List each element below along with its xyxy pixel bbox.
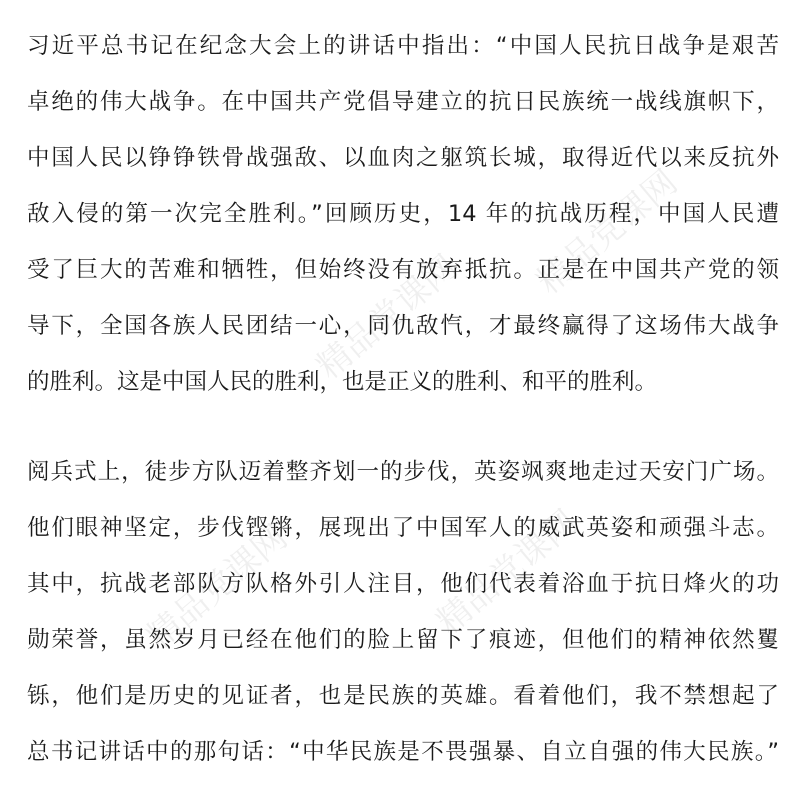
paragraph-line: 勋荣誉，虽然岁月已经在他们的脸上留下了痕迹，但他们的精神依然矍 [27,627,779,653]
paragraph-line: 总书记讲话中的那句话：“中华民族是不畏强暴、自立自强的伟大民族。” [27,739,779,765]
paragraph-line: 导下，全国各族人民团结一心，同仇敌忾，才最终赢得了这场伟大战争 [27,313,779,339]
paragraph-line: 阅兵式上，徒步方队迈着整齐划一的步伐，英姿飒爽地走过天安门广场。 [27,459,779,485]
watermark: 精品党课网 [429,502,586,643]
watermark: 精品党课网 [139,517,296,658]
paragraph-line: 习近平总书记在纪念大会上的讲话中指出：“中国人民抗日战争是艰苦 [27,33,779,59]
paragraph-line: 他们眼神坚定，步伐铿锵，展现出了中国军人的威武英姿和顽强斗志。 [27,515,779,541]
watermark: 精品党课网 [529,162,686,303]
paragraph-line: 受了巨大的苦难和牺牲，但始终没有放弃抵抗。正是在中国共产党的领 [27,257,779,283]
watermark: 精品党课网 [309,247,466,388]
paragraph-line: 铄，他们是历史的见证者，也是民族的英雄。看着他们，我不禁想起了 [27,683,779,709]
paragraph-line: 敌入侵的第一次完全胜利。”回顾历史，14 年的抗战历程，中国人民遭 [27,201,779,227]
paragraph-line: 其中，抗战老部队方队格外引人注目，他们代表着浴血于抗日烽火的功 [27,571,779,597]
paragraph-line: 的胜利。这是中国人民的胜利，也是正义的胜利、和平的胜利。 [27,369,658,395]
paragraph-line: 中国人民以铮铮铁骨战强敌、以血肉之躯筑长城，取得近代以来反抗外 [27,145,779,171]
paragraph-line: 卓绝的伟大战争。在中国共产党倡导建立的抗日民族统一战线旗帜下， [27,89,779,115]
